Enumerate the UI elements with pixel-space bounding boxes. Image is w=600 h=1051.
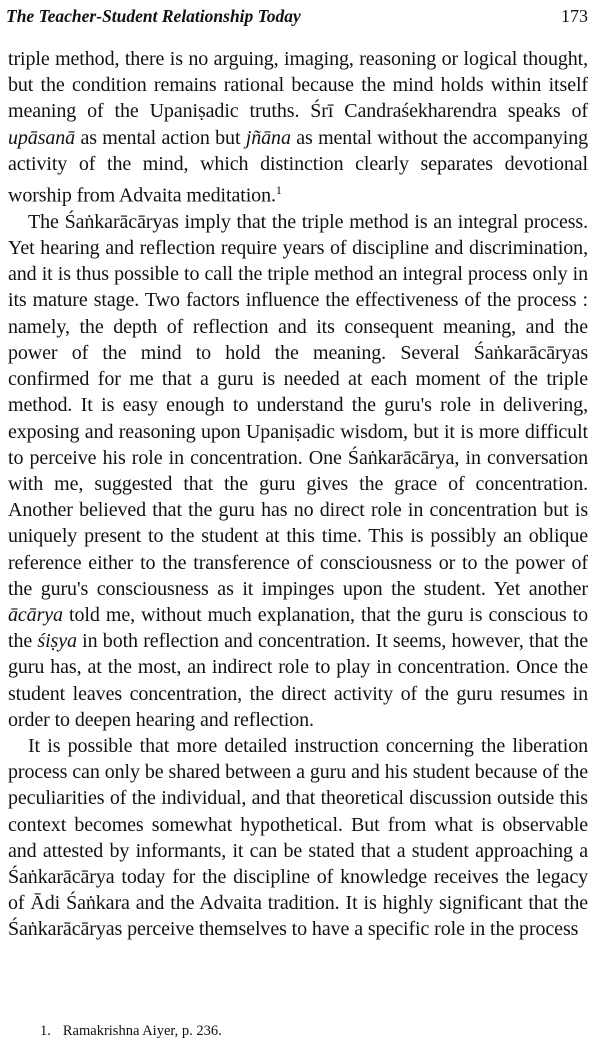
running-head xyxy=(6,6,588,30)
footnote-ref: 1 xyxy=(275,183,282,198)
paragraph xyxy=(8,46,588,209)
text-run: as mental action but xyxy=(75,126,246,149)
italic-term: upāsanā xyxy=(8,126,76,149)
body-text xyxy=(8,46,588,943)
footnote xyxy=(40,1022,588,1040)
text-run: The Śaṅkarācāryas imply that the triple method is an integral process. Yet hearing and reflection require years of discipline and discrimination, and it is thus possible to call the triple method an integral process only in its mature stage. Two factors influence the effectiveness of the process : namely, the depth of reflection and its consequent meaning, and the power of the mind to hold the meaning. Several Śaṅkarācāryas confirmed for me that a guru is needed at each moment of the triple method. It is easy enough to understand the guru's role in delivering, exposing and reasoning upon Upaniṣadic wisdom, but it is more difficult to perceive his role in concentration. One Śaṅkarācārya, in conversation with me, suggested that the guru gives the grace of concentration. Another believed that the guru has no direct role in concentration but is uniquely present to the student at this time. This is possibly an oblique reference either to the transference of consciousness or to the power of the guru's consciousness as it impinges upon the student. Yet another xyxy=(8,210,588,600)
text-run: in both reflection and concentration. It seems, however, that the guru has, at the most, an indirect role to play in concentration. Once the student leaves concentration, the direct activity of the guru resumes in order to deepen hearing and reflection. xyxy=(8,630,588,731)
italic-term: ācārya xyxy=(8,603,63,626)
page-number: 173 xyxy=(561,6,588,26)
text-run: as mental without the accompanying activity of the mind, which distinction clearly separates devotional worship from Advaita meditation. xyxy=(8,126,588,207)
text-run: told me, without much explanation, that the guru is conscious to the xyxy=(8,603,588,653)
paragraph xyxy=(8,209,588,733)
italic-term: śiṣya xyxy=(37,630,77,653)
text-run: It is possible that more detailed instruction concerning the liberation process can only be shared between a guru and his student because of the peculiarities of the individual, and that theoretical discussion outside this context becomes somewhat hypothetical. But from what is observable and attested by informants, it can be stated that a student approaching a Śaṅkarācārya today for the discipline of knowledge receives the legacy of Ādi Śaṅkara and the Advaita tradition. It is highly significant that the Śaṅkarācāryas perceive themselves to have a specific role in the process xyxy=(8,734,588,941)
text-run: triple method, there is no arguing, imaging, reasoning or logical thought, but the condition remains rational because the mind holds within itself meaning of the Upaniṣadic truths. Śrī Candraśekharendra speaks of xyxy=(8,48,588,123)
running-head-title: The Teacher-Student Relationship Today xyxy=(6,6,301,26)
footnote-number: 1. xyxy=(40,1023,51,1039)
paragraph xyxy=(8,733,588,943)
italic-term: jñāna xyxy=(245,126,291,149)
footnote-text: Ramakrishna Aiyer, p. 236. xyxy=(62,1023,222,1039)
